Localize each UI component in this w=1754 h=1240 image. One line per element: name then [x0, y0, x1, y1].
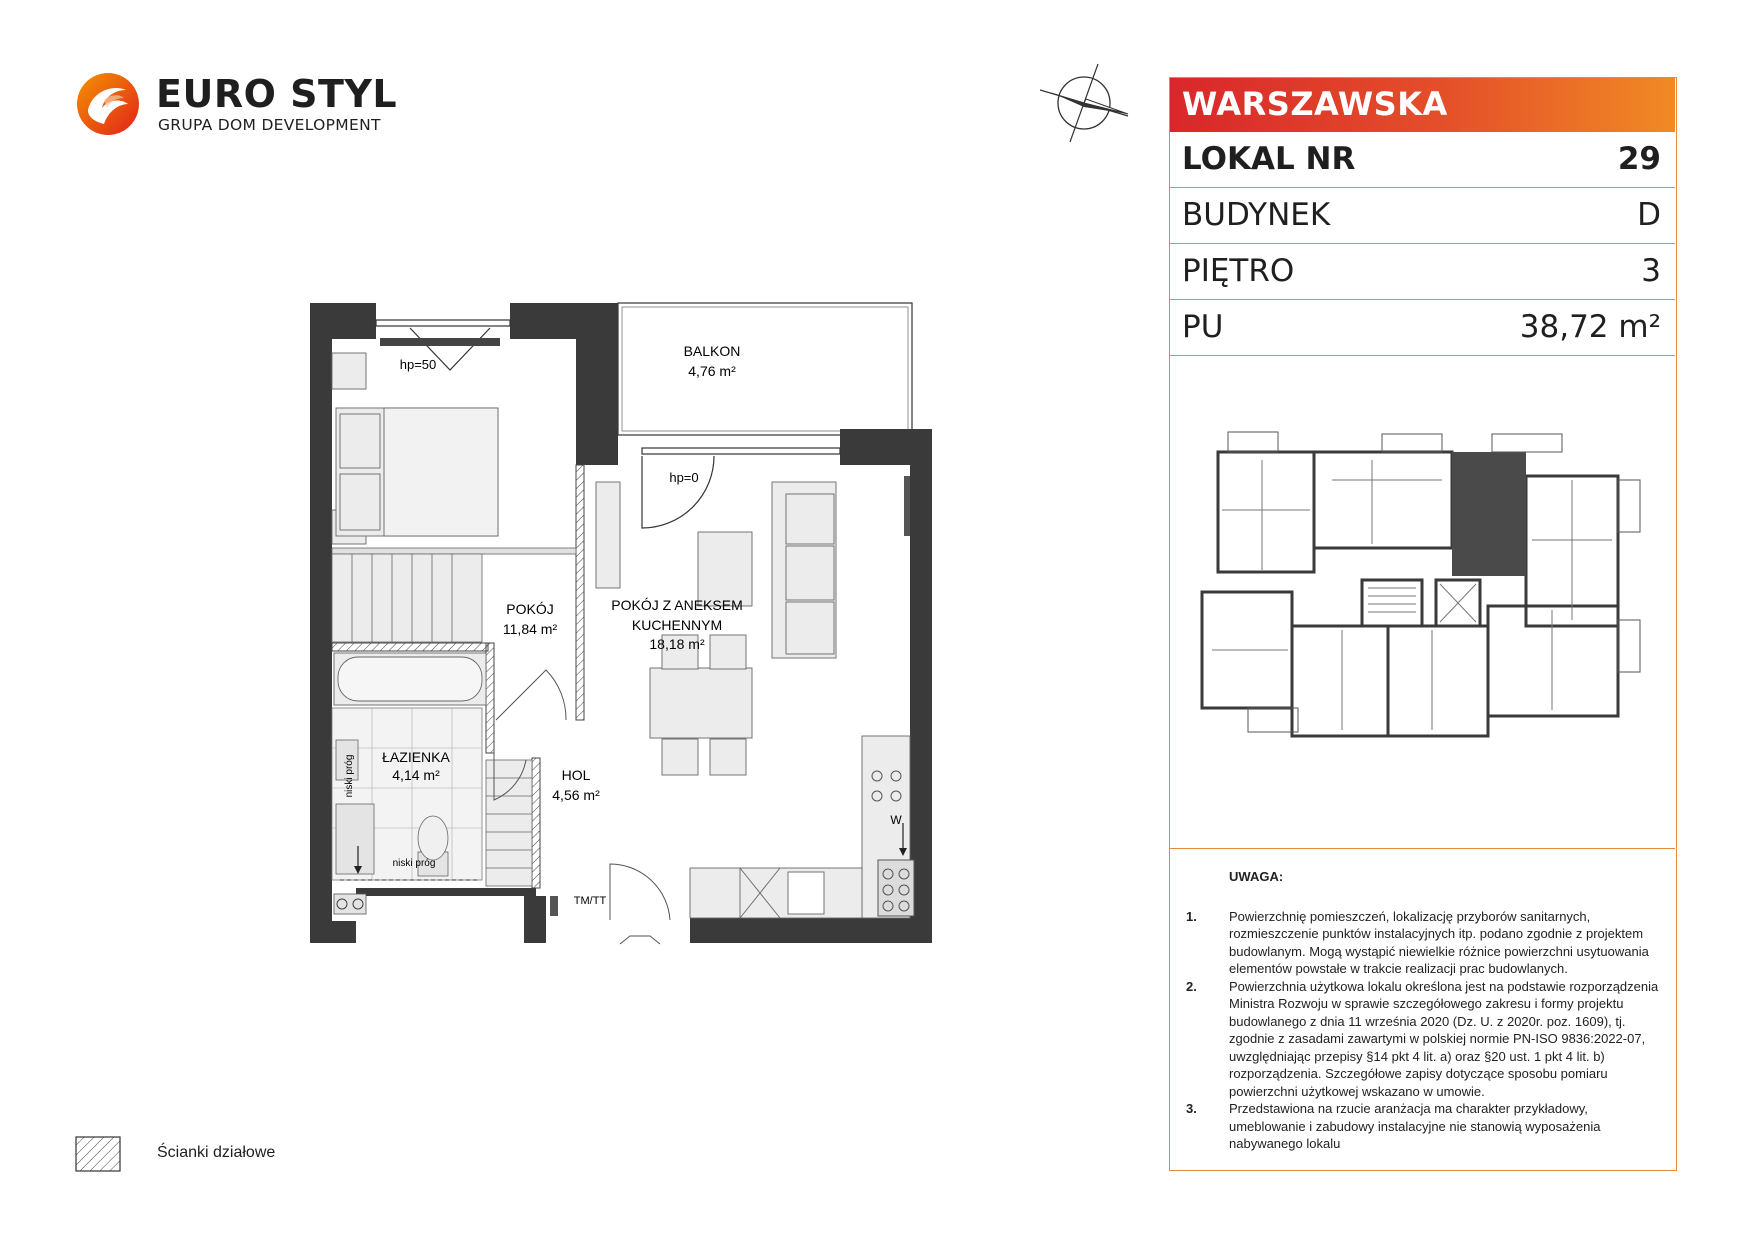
detail-row-lokal	[1170, 132, 1675, 188]
aneks-name-line1: POKÓJ Z ANEKSEM	[611, 597, 743, 613]
note-text: Przedstawiona na rzucie aranżacja ma charakter przykładowy, umeblowanie i zabudowy instalacyjne nie stanowią wyposażenia nabywanego lokalu	[1229, 1101, 1601, 1151]
detail-value: 3	[1641, 253, 1661, 289]
threshold-label: niski próg	[344, 754, 355, 798]
legend	[75, 1136, 375, 1176]
investment-header	[1170, 78, 1675, 132]
notes-section	[1186, 868, 1666, 1153]
logo-name: EURO STYL	[156, 72, 398, 116]
balkon-area: 4,76 m²	[688, 363, 736, 379]
note-item	[1186, 978, 1666, 1101]
door-height-label: hp=0	[669, 470, 699, 485]
detail-row-pu	[1170, 300, 1675, 356]
notes-title: UWAGA:	[1229, 869, 1284, 884]
investment-title: WARSZAWSKA	[1182, 85, 1448, 123]
note-number: 1.	[1186, 908, 1197, 924]
pokoj-name: POKÓJ	[506, 601, 554, 617]
tm-tt-label: TM/TT	[573, 895, 607, 907]
aneks-name-line2: KUCHENNYM	[631, 617, 723, 633]
legend-label: Ścianki działowe	[157, 1144, 276, 1161]
hol-name: HOL	[561, 767, 591, 783]
hatched-wall-swatch-icon	[75, 1136, 121, 1172]
detail-label: BUDYNEK	[1182, 197, 1331, 233]
detail-label: PIĘTRO	[1182, 253, 1295, 289]
wardrobe	[486, 760, 532, 886]
detail-value: D	[1637, 197, 1661, 233]
balkon-name: BALKON	[683, 343, 741, 359]
detail-value: 38,72 m²	[1519, 309, 1661, 345]
hol-area: 4,56 m²	[552, 787, 600, 803]
tv-cabinet	[596, 482, 620, 588]
compass-north-arrow-icon	[1040, 62, 1130, 144]
note-text: Powierzchnia użytkowa lokalu określona jest na podstawie rozporządzenia Ministra Rozwoju w sprawie szczegółowego zakresu i formy projektu budowlanego z dnia 11 września 2020 (Dz. U. z 2020r. poz. 1609), tj. zgodnie z zasadami zawartymi w polskiej normie PN-ISO 9836:2022-07, uwzględniając przepisy §14 pkt 4 lit. a) oraz §20 ust. 1 pkt 4 lit. b) rozporządzenia. Szczegółowe zapisy dotyczące sposobu pomiaru powierzchni użytkowej wskazano w umowie.	[1229, 978, 1659, 1099]
note-number: 3.	[1186, 1101, 1197, 1116]
apartment-floor-plan	[300, 298, 940, 948]
bathtub	[334, 653, 486, 705]
bed	[332, 353, 498, 544]
detail-row-pietro	[1170, 244, 1675, 300]
detail-value: 29	[1617, 141, 1661, 177]
balcony-area	[618, 303, 912, 435]
note-item	[1186, 1100, 1666, 1153]
divider	[1170, 848, 1675, 849]
aneks-area: 18,18 m²	[649, 636, 705, 652]
threshold-label: niski próg	[392, 858, 436, 869]
logo-flame-icon	[74, 70, 142, 138]
lazienka-name: ŁAZIENKA	[382, 749, 450, 765]
detail-row-budynek	[1170, 188, 1675, 244]
note-number: 2.	[1186, 978, 1197, 994]
detail-label: PU	[1182, 309, 1224, 345]
lazienka-area: 4,14 m²	[392, 767, 440, 783]
pokoj-area: 11,84 m²	[502, 621, 558, 637]
coffee-table	[698, 532, 752, 606]
building-key-plan	[1192, 420, 1654, 740]
dining-table	[650, 668, 752, 738]
logo-subtitle: GRUPA DOM DEVELOPMENT	[158, 116, 381, 134]
note-text: Powierzchnię pomieszczeń, lokalizację przyborów sanitarnych, rozmieszczenie punktów instalacyjnych itp. podano zgodnie z projektem budowlanym. Mogą wystąpić niewielkie różnice powierzchni usytuowania elementów powstałe w trakcie realizacji prac budowlanych.	[1229, 908, 1649, 976]
ventilation-label: W	[890, 813, 902, 827]
window-height-label: hp=50	[399, 357, 437, 372]
detail-label: LOKAL NR	[1182, 141, 1356, 177]
note-item	[1186, 908, 1666, 978]
highlighted-unit	[1452, 452, 1526, 576]
company-logo	[74, 70, 398, 140]
